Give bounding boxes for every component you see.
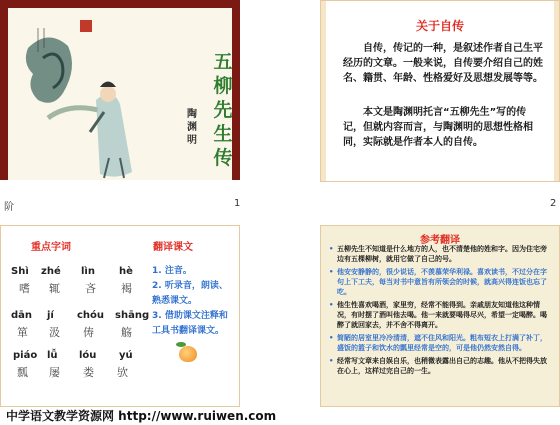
translate-heading: 翻译课文 (153, 242, 193, 253)
hanzi: 俦 (83, 326, 94, 339)
slide-1-paper (8, 8, 232, 180)
bullet-icon: • (329, 357, 334, 365)
slide-2-page-number: 2 (550, 198, 557, 209)
hanzi: 吝 (85, 282, 96, 295)
list-item (329, 267, 553, 297)
pinyin: jí (47, 310, 54, 321)
hanzi: 觞 (121, 326, 132, 339)
peach-icon (179, 346, 197, 362)
list-item-text: 经常写文章来自娱自乐，也稍微表露出自己的志趣。他从不把得失放在心上，这样过完自己的一生。 (337, 357, 547, 375)
slide-4[interactable] (320, 225, 560, 407)
pinyin: chóu (77, 310, 105, 321)
list-item (329, 300, 553, 330)
slide-2-paragraph-2: 本文是陶渊明托言“五柳先生”写的传记，但就内容而言，与陶渊明的思想性格相同，实际就是作者本人的自传。 (343, 107, 533, 148)
pinyin: piáo (13, 350, 38, 361)
step-item: 2. 听录音，朗读、熟悉课文。 (152, 281, 228, 306)
slide-1-title: 五柳先生传 (213, 51, 233, 169)
word-group (11, 310, 150, 339)
red-seal-stamp (80, 20, 92, 32)
hanzi: 欤 (117, 366, 128, 379)
pinyin: lìn (81, 266, 95, 277)
slide-edge-text: 阶 (4, 202, 14, 213)
pinyin: dān (11, 310, 33, 321)
translation-list (329, 244, 553, 379)
hanzi: 汲 (49, 326, 60, 339)
key-words-heading: 重点字词 (31, 242, 71, 253)
slide-1[interactable] (0, 0, 240, 180)
bullet-icon: • (329, 245, 334, 253)
list-item-text: 简陋的居室里冷冷清清，遮不住风和阳光。粗布短衣上打满了补丁，盛饭的篮子和饮水的瓢里经常是空的，可是他仍然安然自得。 (337, 334, 547, 352)
word-group (11, 266, 141, 294)
list-item (329, 244, 553, 264)
slide-2-paragraph-1: 自传，传记的一种，是叙述作者自己生平经历的文章。一般来说，自传要介绍自己的姓名、籍贯、年龄、性格爱好及思想发展等等。 (343, 43, 543, 84)
list-item-text: 五柳先生不知道是什么地方的人，也不清楚他的姓和字。因为住宅旁边有五棵柳树，就用它做了自己的号。 (337, 245, 547, 263)
bullet-icon: • (329, 268, 334, 276)
pinyin: lóu (79, 350, 97, 361)
hanzi: 瓢 (17, 366, 28, 379)
slide-1-author: 陶渊明 (187, 109, 197, 146)
list-item-text: 他生性喜欢喝酒，家里穷，经常不能得到。亲戚朋友知道他这种情况，有时摆了酒叫他去喝。他一来就要喝得尽兴，希望一定喝醉。喝醉了就回家去，并不舍不得离开。 (337, 301, 547, 329)
slide-3[interactable] (0, 225, 240, 407)
slide-1-page-number: 1 (234, 198, 241, 209)
bullet-icon: • (329, 334, 334, 342)
translation-steps (152, 264, 234, 339)
step-item: 1. 注音。 (152, 266, 192, 276)
hanzi: 娄 (83, 366, 94, 379)
footer-website: 中学语文教学资源网 http://www.ruiwen.com (6, 409, 277, 423)
pinyin: zhé (41, 266, 61, 277)
reference-translation-heading: 参考翻译 (420, 235, 460, 246)
pinyin: yú (119, 350, 133, 361)
step-item: 3. 借助课文注释和工具书翻译课文。 (152, 311, 228, 336)
hanzi: 褐 (121, 282, 132, 295)
pinyin: lǚ (47, 350, 58, 361)
scholar-painting (8, 8, 232, 180)
hanzi: 箪 (17, 326, 28, 339)
pinyin: shāng (115, 310, 150, 321)
bullet-icon: • (329, 301, 334, 309)
slide-2[interactable] (320, 0, 560, 182)
hanzi: 屡 (49, 366, 60, 379)
word-group (11, 350, 141, 378)
list-item (329, 356, 553, 376)
hanzi: 嗜 (19, 282, 30, 295)
hanzi: 辄 (49, 282, 60, 295)
slide-2-heading: 关于自传 (415, 19, 464, 33)
pinyin: hè (119, 266, 133, 277)
list-item (329, 333, 553, 353)
pinyin: Shì (11, 266, 29, 277)
list-item-text: 他安安静静的，很少说话，不羡慕荣华利禄。喜欢读书，不过分在字句上下工夫，每当对书中意旨有所领会的时候，就高兴得连饭也忘了吃。 (337, 268, 547, 296)
